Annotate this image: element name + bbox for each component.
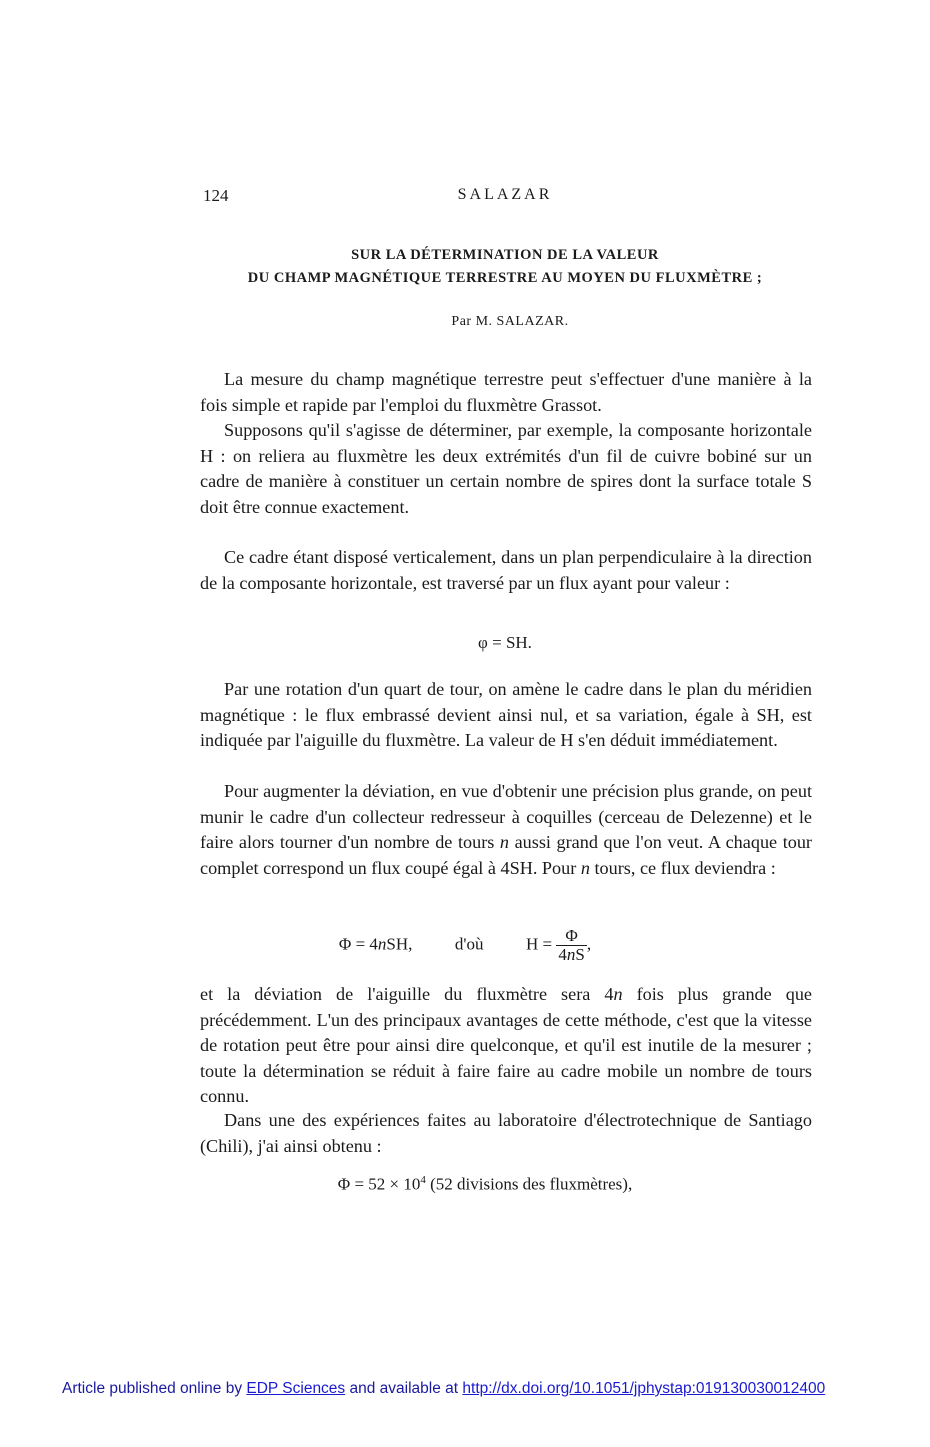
equation-measurement: [0, 1174, 930, 1195]
exponent: 4: [420, 1174, 426, 1186]
variable-n: n: [499, 832, 509, 853]
article-title-line-2: DU CHAMP MAGNÉTIQUE TERRESTRE AU MOYEN DU FLUXMÈTRE ;: [247, 270, 763, 286]
author-byline: Par M. SALAZAR.: [451, 314, 569, 329]
fraction-numerator: Φ: [556, 927, 586, 946]
formula-part: H =: [525, 934, 553, 954]
variable-n: n: [613, 984, 623, 1004]
publication-footer: [62, 1380, 825, 1398]
paragraph-intro: La mesure du champ magnétique terrestre peut s'effectuer d'une manière à la fois simple et rapide par l'emploi du fluxmètre Grassot.: [200, 369, 812, 415]
paragraph-experiment: Dans une des expériences faites au laboratoire d'électrotechnique de Santiago (Chili), j'ai ainsi obtenu :: [200, 1110, 812, 1156]
formula-part: S: [575, 945, 585, 964]
running-head: SALAZAR: [457, 186, 553, 203]
formula-part: SH,: [386, 934, 413, 954]
variable-n: n: [580, 857, 590, 878]
formula-part: Φ = 52 × 10: [337, 1174, 421, 1194]
formula-connector: d'où: [454, 934, 484, 954]
article-title-line-1: SUR LA DÉTERMINATION DE LA VALEUR: [351, 247, 659, 263]
page-number: 124: [203, 186, 229, 205]
text-run: aussi grand que l'on veut. A chaque tour complet correspond un flux coupé égal à 4SH. Pour: [200, 832, 812, 878]
variable-n: n: [377, 934, 387, 954]
paragraph-frame: Ce cadre étant disposé verticalement, dans un plan perpendiculaire à la direction de la composante horizontale, est traversé par un flux ayant pour valeur :: [200, 547, 812, 593]
formula-part: 4: [558, 945, 567, 964]
footer-text: Article published online by: [62, 1380, 247, 1397]
publisher-link[interactable]: EDP Sciences: [246, 1380, 346, 1397]
paragraph-setup: Supposons qu'il s'agisse de déterminer, par exemple, la composante horizontale H : on reliera au fluxmètre les deux extrémités d'un fil de cuivre bobiné sur un cadre de manière à constituer un certain nombre de spires dont la surface totale S doit être connue exactement.: [200, 420, 812, 517]
fraction: [556, 927, 586, 964]
text-run: et la déviation de l'aiguille du fluxmètre sera 4: [200, 984, 614, 1004]
equation-flux: φ = SH.: [478, 633, 532, 652]
paragraph-advantages: [200, 982, 812, 1110]
equation-total-flux: [0, 927, 930, 964]
text-run: Pour augmenter la déviation, en vue d'obtenir une précision plus grande, on peut munir le cadre d'un collecteur redresseur à coquilles (cerceau de Delezenne) et le faire alors tourner d'un nombre de tours: [200, 781, 812, 853]
formula-part: ,: [586, 934, 592, 954]
fraction-denominator: [556, 946, 586, 964]
formula-part: (52 divisions des fluxmètres),: [425, 1174, 633, 1194]
footer-text: and available at: [345, 1380, 463, 1397]
text-run: tours, ce flux deviendra :: [589, 857, 776, 878]
variable-n: n: [566, 945, 576, 964]
text-run: fois plus grande que précédemment. L'un des principaux avantages de cette méthode, c'est que la vitesse de rotation peut être pour ainsi dire quelconque, et qu'il est inutile de la mesurer ; toute la détermination se réduit à faire faire au cadre mobile un nombre de tours connu.: [200, 984, 812, 1107]
paragraph-collector: [200, 779, 812, 881]
paragraph-rotation: Par une rotation d'un quart de tour, on amène le cadre dans le plan du méridien magnétique : le flux embrassé devient ainsi nul, et sa variation, égale à SH, est indiquée par l'aiguille du fluxmètre. La valeur de H s'en déduit immédiatement.: [200, 679, 812, 751]
doi-link[interactable]: http://dx.doi.org/10.1051/jphystap:019130030012400: [462, 1380, 826, 1397]
formula-part: Φ = 4: [338, 934, 378, 954]
